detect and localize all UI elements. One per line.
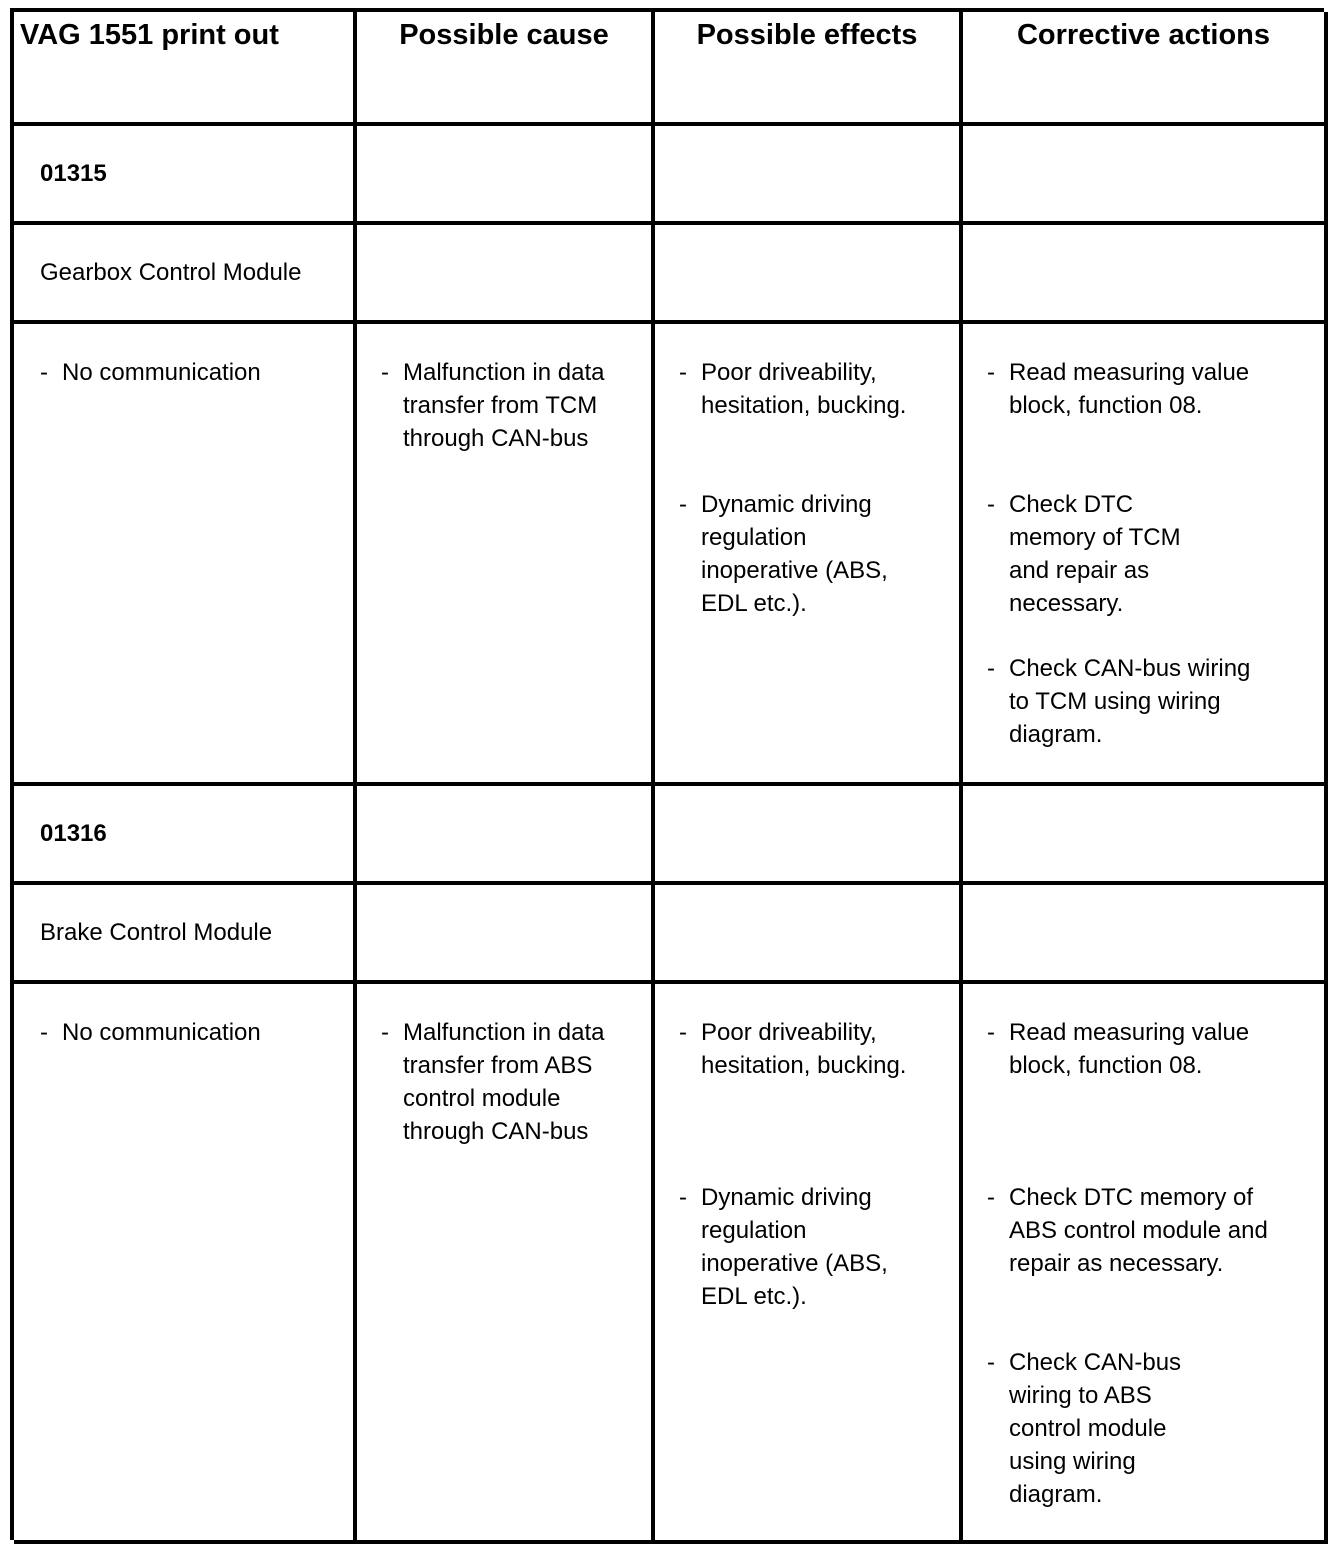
action-item: - Check DTC memory of ABS control module and repair as necessary. <box>987 1184 1268 1277</box>
table-row <box>14 324 1324 786</box>
table-row <box>14 885 1324 984</box>
module-name: Gearbox Control Module <box>14 225 357 324</box>
effect-item: - Poor driveability, hesitation, bucking. <box>679 359 907 419</box>
table-row <box>14 126 1324 225</box>
table-header-row <box>14 12 1324 126</box>
cause-text: - Malfunction in data transfer from ABS control module through CAN-bus <box>381 1019 605 1145</box>
effect-item: - Dynamic driving regulation inoperative (ABS, EDL etc.). <box>679 491 888 617</box>
action-item: - Read measuring value block, function 08. <box>987 359 1250 419</box>
action-item: - Check CAN-bus wiring to ABS control module using wiring diagram. <box>987 1349 1182 1508</box>
fault-table <box>10 8 1324 1540</box>
symptom-text: - No communication <box>40 1019 261 1046</box>
fault-code: 01316 <box>14 786 357 885</box>
column-header-printout: VAG 1551 print out <box>14 12 357 126</box>
column-header-actions: Corrective actions <box>963 12 1328 126</box>
column-header-effects: Possible effects <box>655 12 963 126</box>
action-item: - Check DTC memory of TCM and repair as necessary. <box>987 491 1181 617</box>
effect-item: - Poor driveability, hesitation, bucking. <box>679 1019 907 1079</box>
cause-text: - Malfunction in data transfer from TCM through CAN-bus <box>381 359 605 452</box>
table-row <box>14 786 1324 885</box>
table-row <box>14 225 1324 324</box>
effect-item: - Dynamic driving regulation inoperative (ABS, EDL etc.). <box>679 1184 888 1310</box>
module-name: Brake Control Module <box>14 885 357 984</box>
fault-code: 01315 <box>14 126 357 225</box>
column-header-cause: Possible cause <box>357 12 655 126</box>
table-row <box>14 984 1324 1544</box>
action-item: - Read measuring value block, function 08. <box>987 1019 1250 1079</box>
symptom-text: - No communication <box>40 359 261 386</box>
action-item: - Check CAN-bus wiring to TCM using wiring diagram. <box>987 655 1251 748</box>
